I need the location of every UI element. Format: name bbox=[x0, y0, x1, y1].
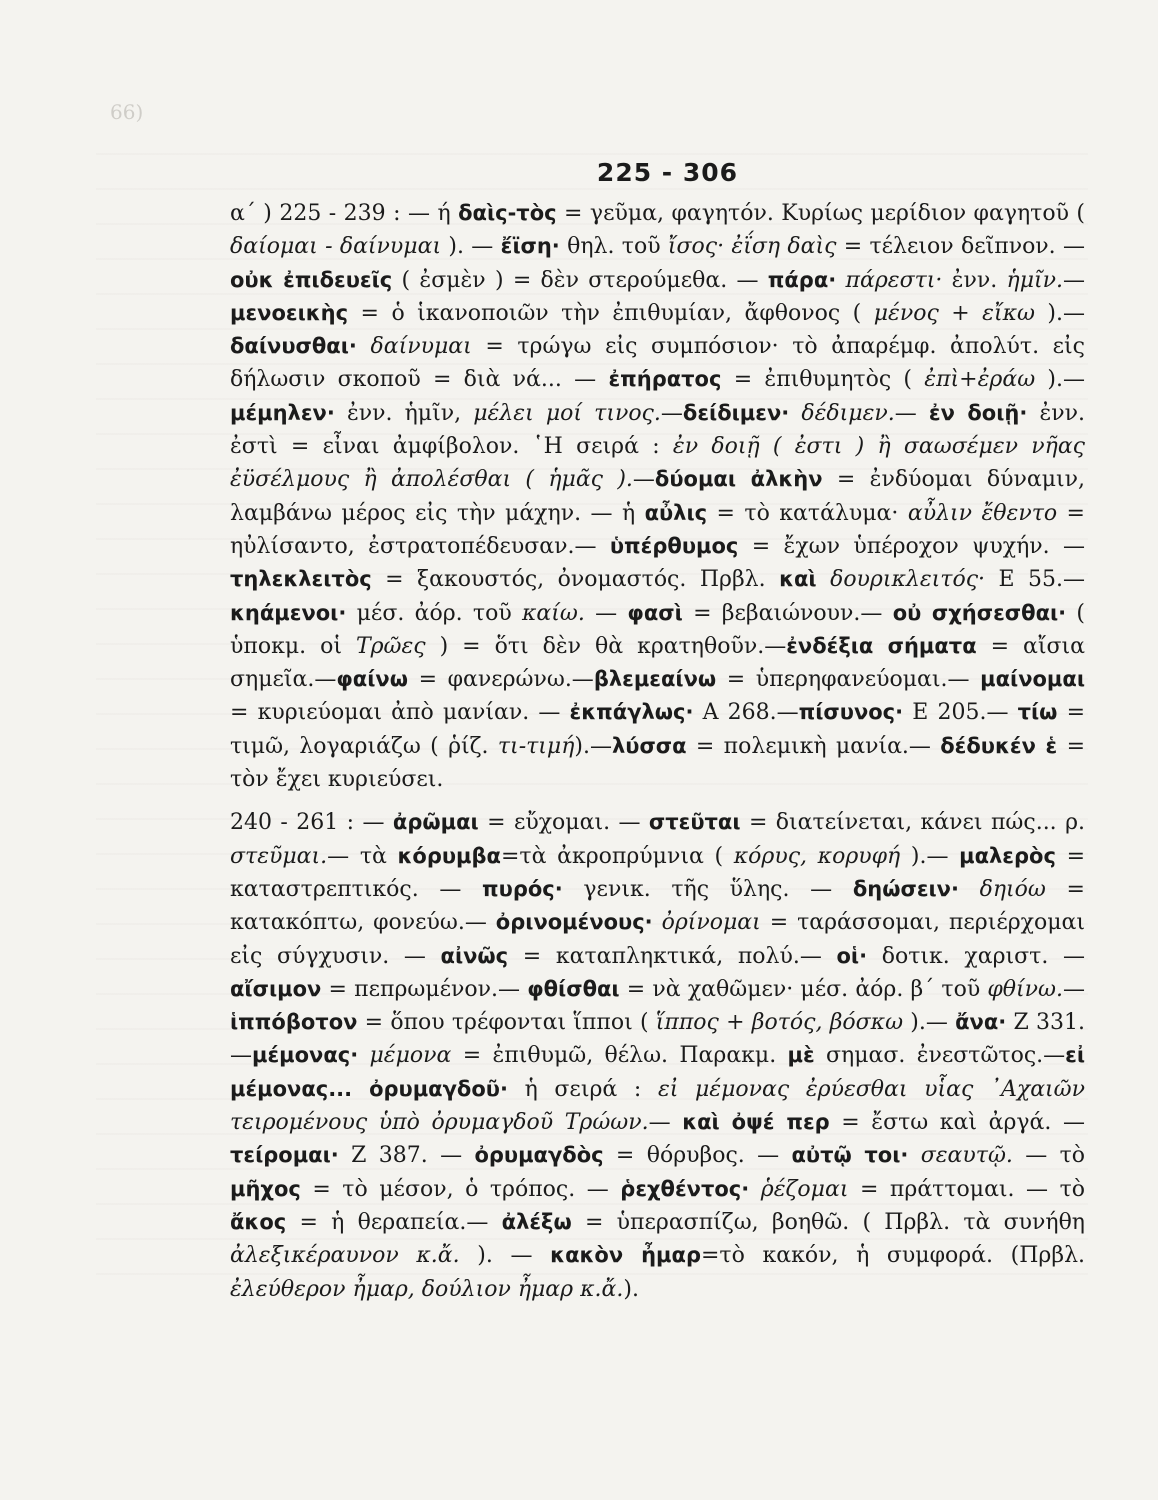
gloss-text: =τὰ ἀκροπρύμνια ( bbox=[500, 843, 734, 869]
lemma: δείδιμεν· bbox=[682, 400, 790, 425]
gloss-text: — τὸ bbox=[1012, 1143, 1086, 1169]
gloss-text: = θόρυβος. — bbox=[603, 1143, 792, 1169]
lemma: ἐπήρατος bbox=[608, 367, 722, 392]
lemma: τηλεκλειτὸς bbox=[230, 567, 372, 592]
lemma: μέμονας· bbox=[252, 1043, 359, 1068]
gloss-text: — bbox=[660, 400, 683, 426]
gloss-text: = ὅπου τρέφονται ἵπποι ( bbox=[357, 1010, 656, 1036]
gloss-text: α΄ ) 225 - 239 : — ή bbox=[230, 201, 459, 226]
lemma: οἱ· bbox=[836, 943, 868, 968]
gloss-text: 240 - 261 : — bbox=[230, 810, 393, 836]
italic-form: δουρικλειτός· bbox=[816, 567, 986, 593]
lemma: ὑπέρθυμος bbox=[609, 533, 739, 558]
gloss-text: — bbox=[1062, 976, 1085, 1002]
section-240-261 bbox=[180, 806, 1085, 1305]
paragraph-240-261 bbox=[180, 806, 1085, 1305]
gloss-text: = ἐπιθυμητὸς ( bbox=[721, 367, 925, 393]
gloss-text: = βεβαιώνουν.— bbox=[682, 600, 893, 626]
italic-form: δηιόω bbox=[958, 876, 1046, 902]
lemma: ἐνδέξια σήματα bbox=[786, 633, 977, 658]
lemma: φαίνω bbox=[336, 667, 408, 692]
lemma: καὶ bbox=[779, 567, 817, 592]
italic-form: Τρῶες bbox=[355, 633, 426, 659]
gloss-text: ). — bbox=[441, 234, 501, 260]
gloss-text: σημασ. ἐνεστῶτος.— bbox=[814, 1043, 1066, 1069]
italic-form: τι-τιμή bbox=[497, 733, 575, 759]
gloss-text: — bbox=[648, 1110, 683, 1136]
gloss-text: =τὸ κακόν, ἡ συμφορά. (Πρβλ. bbox=[700, 1243, 1086, 1269]
lemma: αὖλις bbox=[644, 500, 708, 525]
italic-form: ἡμῖν. bbox=[1006, 267, 1063, 293]
italic-form: μέλει μοί τινος. bbox=[473, 400, 661, 426]
gloss-text: = πολεμικὴ μανία.— bbox=[686, 733, 941, 759]
lemma: οὐ σχήσεσθαι· bbox=[892, 600, 1067, 625]
gloss-text: = ἡ θεραπεία.— bbox=[286, 1209, 502, 1235]
paragraph-225-239 bbox=[180, 197, 1085, 796]
gloss-text: = τιμῶ, λογαριάζω ( ῥίζ. bbox=[230, 700, 1086, 759]
lemma: πάρα· bbox=[767, 267, 837, 292]
lemma: ἄνα· bbox=[955, 1010, 1007, 1035]
gloss-text: — bbox=[1063, 267, 1085, 293]
lemma: ὀρινομένους· bbox=[495, 910, 653, 935]
gloss-text: = τὸ μέσον, ὁ τρόπος. — bbox=[300, 1176, 621, 1202]
gloss-text: ἐνν. bbox=[951, 267, 1007, 293]
lemma: φθίσθαι bbox=[527, 976, 620, 1001]
lemma: μαλερὸς bbox=[959, 843, 1056, 868]
lemma: κακὸν ἦμαρ bbox=[550, 1243, 701, 1268]
gloss-text: θηλ. τοῦ bbox=[559, 234, 668, 260]
lemma: μενοεικὴς bbox=[230, 300, 349, 325]
lemma: ἐν δοιῇ· bbox=[928, 400, 1028, 425]
gloss-text: = διατείνεται, κάνει πώς... ρ. bbox=[740, 810, 1086, 836]
lemma: κηάμενοι· bbox=[230, 600, 347, 625]
gloss-text: = ὁ ἱκανοποιῶν τὴν ἐπιθυμίαν, ἄφθονος ( bbox=[348, 300, 874, 326]
lemma: ὀρυμαγδὸς bbox=[474, 1143, 604, 1168]
lemma: αἴσιμον bbox=[230, 976, 322, 1001]
gloss-text: = ταράσσομαι, περιέρχομαι εἰς σύγχυσιν. — bbox=[230, 910, 1086, 969]
gloss-text: = γεῦμα, φαγητόν. Κυρίως μερίδιον φαγητοῦ ( bbox=[556, 201, 1085, 226]
gloss-text: γενικ. τῆς ὕλης. — bbox=[562, 876, 853, 902]
gloss-text: ).— bbox=[1035, 367, 1085, 393]
gloss-text: ).— bbox=[574, 733, 612, 759]
gloss-text: ( ἐσμὲν ) = δὲν στερούμεθα. — bbox=[392, 267, 768, 293]
gloss-text: ).— bbox=[1034, 300, 1086, 326]
gloss-text: = ἔχων ὑπέροχον ψυχήν. — bbox=[738, 533, 1085, 559]
lemma: δύομαι ἀλκὴν bbox=[654, 467, 823, 492]
lemma: μέμηλεν· bbox=[230, 400, 335, 425]
lemma: φασὶ bbox=[627, 600, 683, 625]
italic-form: ἵππος + βοτός, βόσκω bbox=[655, 1010, 904, 1036]
gloss-text: Ε 55.— bbox=[985, 567, 1085, 593]
lemma: κόρυμβα bbox=[397, 843, 501, 868]
lemma: αἰνῶς bbox=[440, 943, 509, 968]
gloss-text: Ζ 331.— bbox=[230, 1010, 1085, 1069]
section-225-239 bbox=[180, 197, 1085, 796]
italic-form: φθίνω. bbox=[987, 976, 1063, 1002]
italic-form: στεῦμαι. bbox=[230, 843, 328, 869]
lemma: βλεμεαίνω bbox=[593, 667, 717, 692]
lemma: πυρός· bbox=[482, 876, 563, 901]
gloss-text: = τέλειον δεῖπνον. — bbox=[836, 234, 1085, 260]
italic-form: ὀρίνομαι bbox=[652, 910, 761, 936]
lemma: ῥεχθέντος· bbox=[620, 1176, 750, 1201]
italic-form: μέμονα bbox=[358, 1043, 452, 1069]
gloss-text: — bbox=[894, 400, 929, 426]
lemma: λύσσα bbox=[611, 733, 687, 758]
lemma: δέδυκέν ἑ bbox=[940, 733, 1058, 758]
lemma: δαίνυσθαι· bbox=[230, 334, 357, 359]
lemma: καὶ ὀψέ περ bbox=[682, 1110, 830, 1135]
italic-form: ἀλεξικέραυνον κ.ἄ. bbox=[230, 1243, 460, 1269]
gloss-text: = νὰ χαθῶμεν· μέσ. ἀόρ. β΄ τοῦ bbox=[619, 976, 988, 1002]
gloss-text: = ἐνδύομαι δύναμιν, λαμβάνω μέρος εἰς τὴν μάχην. — ἡ bbox=[230, 467, 1085, 526]
italic-form: σεαυτῷ. bbox=[908, 1143, 1013, 1169]
gloss-text: ἐνν. ἐστὶ = εἶναι ἀμφίβολον. ῾Η σειρά : bbox=[230, 400, 1086, 460]
italic-form: εἰ μέμονας ἐρύεσθαι υἷας ᾿Αχαιῶν τειρομένους ὑπὸ ὀρυμαγδοῦ Τρώων. bbox=[230, 1076, 1085, 1136]
gloss-text: = τὸ κατάλυμα· bbox=[707, 500, 908, 526]
gloss-text: = τὸν ἔχει κυριεύσει. bbox=[230, 733, 1085, 793]
lemma: πίσυνος· bbox=[798, 700, 904, 725]
lemma: εἰ μέμονας... ὀρυμαγδοῦ· bbox=[230, 1043, 1086, 1101]
ghost-page-number: 66) bbox=[110, 100, 144, 124]
italic-form: κόρυς, κορυφή bbox=[733, 843, 901, 869]
gloss-text: = πράττομαι. — τὸ bbox=[848, 1176, 1085, 1202]
gloss-text: = ἔστω καὶ ἀργά. — bbox=[829, 1110, 1085, 1136]
gloss-text: ).— bbox=[903, 1010, 956, 1036]
italic-form: αὖλιν ἔθεντο bbox=[907, 500, 1058, 526]
italic-form: δαίνυμαι bbox=[356, 334, 472, 360]
italic-form: μένος + εἴκω bbox=[873, 300, 1035, 326]
lemma: δηώσειν· bbox=[852, 876, 959, 901]
italic-form: ἐπὶ+ἐράω bbox=[924, 367, 1036, 393]
page-body bbox=[180, 150, 1085, 1306]
lemma: αὐτῷ τοι· bbox=[791, 1143, 909, 1168]
italic-form: δαίομαι - δαίνυμαι bbox=[230, 234, 442, 260]
gloss-text: μέσ. ἀόρ. τοῦ bbox=[346, 600, 522, 626]
page-heading: 225 - 306 bbox=[596, 158, 739, 187]
gloss-text: = φανερώνω.— bbox=[407, 667, 594, 693]
gloss-text: = κυριεύομαι ἀπὸ μανίαν. — bbox=[230, 700, 570, 726]
lemma: ἱππόβοτον bbox=[230, 1010, 358, 1035]
lemma: ἀλέξω bbox=[501, 1209, 572, 1234]
lemma: δαὶς-τὸς bbox=[458, 201, 557, 225]
lemma: ἄκος bbox=[230, 1209, 287, 1234]
gloss-text: ) = ὅτι δὲν θὰ κρατηθοῦν.— bbox=[425, 633, 787, 659]
gloss-text: Ζ 387. — bbox=[338, 1143, 475, 1169]
gloss-text: = ὑπερασπίζω, βοηθῶ. ( Πρβλ. τὰ συνήθη bbox=[571, 1209, 1085, 1235]
italic-form: ῥέζομαι bbox=[749, 1176, 849, 1202]
italic-form: καίω. bbox=[521, 600, 585, 626]
gloss-text: ).— bbox=[900, 843, 960, 869]
italic-form: δέδιμεν. bbox=[789, 400, 895, 426]
lemma: ἔϊση· bbox=[500, 234, 560, 259]
lemma: μῆχος bbox=[230, 1176, 301, 1201]
gloss-text: = καταστρεπτικός. — bbox=[230, 843, 1085, 902]
lemma: οὐκ ἐπιδευεῖς bbox=[230, 267, 393, 292]
gloss-text: = καταπληκτικά, πολύ.— bbox=[508, 943, 837, 969]
lemma: στεῦται bbox=[648, 810, 741, 835]
gloss-text: = ξακουστός, ὀνομαστός. Πρβλ. bbox=[371, 567, 780, 593]
gloss-text: Α 268.— bbox=[693, 700, 799, 726]
lemma: τείρομαι· bbox=[230, 1143, 339, 1168]
gloss-text: δοτικ. χαριστ. — bbox=[867, 943, 1085, 969]
italic-form: ἐν δοιῇ ( ἐστι ) ἢ σαωσέμεν νῆας ἐϋσέλμους ἢ ἀπολέσθαι ( ἡμᾶς ). bbox=[230, 434, 1085, 493]
lemma: τίω bbox=[1017, 700, 1058, 725]
gloss-text: = ὑπερηφανεύομαι.— bbox=[716, 667, 981, 693]
gloss-text: = τρώγω εἰς συμπόσιον· τὸ ἀπαρέμφ. ἀπολύτ. εἰς δήλωσιν σκοποῦ = διὰ νά... — bbox=[230, 334, 1085, 393]
gloss-text: = κατακόπτω, φονεύω.— bbox=[230, 876, 1085, 936]
gloss-text: = εὔχομαι. — bbox=[478, 810, 649, 836]
lemma: ἐκπάγλως· bbox=[569, 700, 694, 725]
gloss-text: ἐνν. ἡμῖν, bbox=[334, 400, 474, 426]
gloss-text: = ἐπιθυμῶ, θέλω. Παρακμ. bbox=[451, 1043, 788, 1069]
gloss-text: Ε 205.— bbox=[903, 700, 1018, 726]
gloss-text: ( ὑποκμ. οἱ bbox=[230, 600, 1086, 659]
gloss-text: = αἴσια σημεῖα.— bbox=[230, 633, 1086, 693]
gloss-text: ). — bbox=[459, 1243, 551, 1269]
lemma: μὲ bbox=[787, 1043, 815, 1068]
gloss-text: = ηὐλίσαντο, ἐστρατοπέδευσαν.— bbox=[230, 500, 1085, 559]
gloss-text: — τὰ bbox=[327, 843, 398, 869]
gloss-text: = πεπρωμένον.— bbox=[321, 976, 528, 1002]
lemma: μαίνομαι bbox=[980, 667, 1085, 692]
gloss-text: — bbox=[584, 600, 628, 626]
gloss-text: ). bbox=[623, 1276, 639, 1302]
italic-form: ἐλεύθερον ἦμαρ, δούλιον ἦμαρ κ.ἄ. bbox=[230, 1276, 624, 1302]
italic-form: πάρεστι· bbox=[836, 267, 952, 293]
italic-form: ἴσος· ἐΐση δαὶς bbox=[667, 234, 837, 260]
gloss-text: ἡ σειρά : bbox=[507, 1076, 658, 1102]
lemma: ἀρῶμαι bbox=[392, 810, 479, 835]
gloss-text: — bbox=[632, 467, 655, 493]
